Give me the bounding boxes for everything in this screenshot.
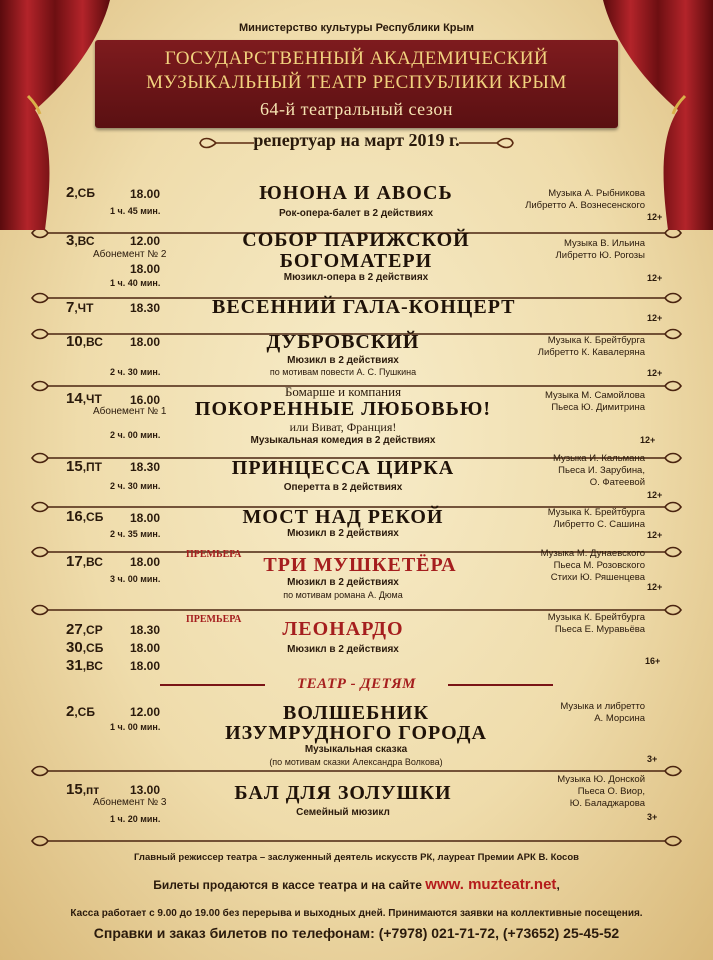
premiere-badge: ПРЕМЬЕРА — [186, 614, 242, 625]
event-date: 2,СБ — [66, 184, 95, 201]
age-rating: 12+ — [647, 368, 663, 378]
tickets-text: Билеты продаются в кассе театра и на сайте — [153, 878, 422, 892]
event-title[interactable]: ТРИ МУШКЕТЁРА — [263, 554, 457, 576]
event-subtitle: Рок-опера-балет в 2 действиях — [278, 208, 434, 219]
age-rating: 12+ — [647, 212, 663, 222]
event-subtitle: Мюзикл в 2 действиях — [287, 644, 399, 655]
age-rating: 12+ — [640, 435, 656, 445]
age-rating: 12+ — [647, 490, 663, 500]
age-rating: 12+ — [647, 582, 663, 592]
event-date: 17,ВС — [66, 553, 103, 570]
age-rating: 12+ — [647, 530, 663, 540]
right-curtain-image — [603, 0, 713, 230]
event-credits: Музыка А. Рыбникова Либретто А. Вознесенского — [525, 188, 645, 211]
event-time: 12.00 — [130, 705, 161, 719]
age-rating: 12+ — [647, 273, 663, 283]
event-title-line2[interactable]: БОГОМАТЕРИ — [279, 250, 433, 272]
theatre-title-line1: ГОСУДАРСТВЕННЫЙ АКАДЕМИЧЕСКИЙ — [164, 48, 549, 69]
event-duration: 2 ч. 30 мин. — [110, 481, 161, 491]
event-date: 15,ПТ — [66, 458, 102, 475]
event-subtitle-source: по мотивам романа А. Дюма — [283, 590, 403, 600]
event-title[interactable]: МОСТ НАД РЕКОЙ — [242, 506, 444, 528]
event-duration: 1 ч. 45 мин. — [110, 206, 161, 216]
event-time: 18.00 — [130, 641, 161, 655]
event-subtitle: Мюзикл в 2 действиях — [287, 528, 399, 539]
season-label: 64-й театральный сезон — [259, 99, 454, 119]
event-subtitle-source: по мотивам повести А. С. Пушкина — [269, 367, 417, 377]
cashbox-hours: Касса работает с 9.00 до 19.00 без перерыва и выходных дней. Принимаются заявки на коллективные посещения. — [70, 908, 643, 919]
event-duration: 2 ч. 35 мин. — [110, 529, 161, 539]
event-subtitle: Мюзикл в 2 действиях — [287, 577, 399, 588]
event-date: 14,ЧТ — [66, 390, 102, 407]
website-link[interactable]: www. muztеatr.net — [425, 876, 557, 893]
event-time: 18.30 — [130, 301, 161, 315]
event-title[interactable]: ПОКОРЕННЫЕ ЛЮБОВЬЮ! — [194, 398, 492, 420]
event-credits: Музыка К. Брейтбурга Пьеса Е. Муравьёва — [547, 612, 645, 635]
event-time: 18.00 — [130, 187, 161, 201]
event-credits: Музыка К. Брейтбурга Либретто К. Кавалеряна — [537, 335, 645, 358]
theatre-title-line2: МУЗЫКАЛЬНЫЙ ТЕАТР РЕСПУБЛИКИ КРЫМ — [146, 72, 567, 93]
event-title-line2[interactable]: ИЗУМРУДНОГО ГОРОДА — [225, 722, 487, 744]
event-date: 31,ВС — [66, 657, 103, 674]
repertoire-title: репертуар на март 2019 г. — [253, 130, 460, 150]
director-note: Главный режиссер театра – заслуженный деятель искусств РК, лауреат Премии АРК В. Косов — [134, 852, 579, 863]
ministry-label: Министерство культуры Республики Крым — [238, 22, 475, 34]
event-date: 16,СБ — [66, 508, 104, 525]
event-subtitle: Музыкальная комедия в 2 действиях — [250, 435, 436, 446]
kids-section-title: ТЕАТР - ДЕТЯМ — [296, 676, 416, 692]
event-date: 10,ВС — [66, 333, 103, 350]
age-rating: 3+ — [647, 812, 658, 822]
event-date: 30,СБ — [66, 639, 104, 656]
event-time: 18.00 — [130, 555, 161, 569]
event-date: 2,СБ — [66, 703, 95, 720]
event-subtitle-source: (по мотивам сказки Александра Волкова) — [269, 757, 443, 767]
event-credits: Музыка и либретто А. Морсина — [560, 701, 645, 724]
event-time: 18.30 — [130, 460, 161, 474]
age-rating: 12+ — [647, 313, 663, 323]
age-rating: 16+ — [645, 656, 661, 666]
event-title[interactable]: ПРИНЦЕССА ЦИРКА — [231, 457, 455, 479]
event-date: 27,СР — [66, 621, 103, 638]
phone-numbers[interactable]: Справки и заказ билетов по телефонам: (+7978) 021-71-72, (+73652) 25-45-52 — [93, 925, 620, 941]
event-credits: Музыка Ю. Донской Пьеса О. Виор, Ю. Баладжарова — [557, 774, 645, 809]
event-credits: Музыка И. Кальмана Пьеса И. Зарубина, О. Фатеевой — [552, 453, 645, 488]
event-duration: 2 ч. 30 мин. — [110, 367, 161, 377]
event-time: 18.00 — [130, 335, 161, 349]
event-subscription: Абонемент № 2 — [93, 249, 167, 260]
kids-line-right — [448, 684, 553, 686]
age-rating: 3+ — [647, 754, 658, 764]
divider-ornament — [30, 834, 683, 848]
tickets-note — [0, 876, 713, 893]
event-title[interactable]: ДУБРОВСКИЙ — [266, 331, 420, 353]
event-subtitle: Мюзикл-опера в 2 действиях — [283, 272, 429, 283]
event-title[interactable]: ЛЕОНАРДО — [282, 618, 404, 640]
event-time: 12.00 — [130, 234, 161, 248]
theatre-banner — [95, 40, 618, 128]
repertoire-heading — [200, 128, 513, 158]
event-time: 16.00 — [130, 393, 161, 407]
event-time: 18.00 — [130, 262, 161, 276]
event-duration: 1 ч. 20 мин. — [110, 814, 161, 824]
event-subtitle: Музыкальная сказка — [304, 744, 408, 755]
event-title[interactable]: ЮНОНА И АВОСЬ — [259, 182, 453, 204]
tickets-suffix: , — [556, 878, 560, 892]
event-title-line1[interactable]: СОБОР ПАРИЖСКОЙ — [242, 229, 470, 251]
event-date: 15,пт — [66, 781, 100, 798]
left-curtain-image — [0, 0, 110, 230]
event-title-line1[interactable]: ВОЛШЕБНИК — [283, 702, 429, 724]
event-subtitle: Оперетта в 2 действиях — [283, 482, 403, 493]
event-subtitle: Мюзикл в 2 действиях — [287, 355, 399, 366]
premiere-badge: ПРЕМЬЕРА — [186, 549, 242, 560]
event-duration: 3 ч. 00 мин. — [110, 574, 161, 584]
event-pre-title: Бомарше и компания — [284, 384, 402, 399]
event-time: 18.00 — [130, 659, 161, 673]
kids-section-heading — [0, 674, 713, 696]
event-time: 18.30 — [130, 623, 161, 637]
event-time: 13.00 — [130, 783, 161, 797]
event-duration: 2 ч. 00 мин. — [110, 430, 161, 440]
event-credits: Музыка М. Самойлова Пьеса Ю. Димитрина — [545, 390, 645, 413]
ornament-right-icon — [457, 136, 517, 150]
event-credits: Музыка В. Ильина Либретто Ю. Рогозы — [555, 238, 645, 261]
event-credits: Музыка К. Брейтбурга Либретто С. Сашина — [547, 507, 645, 530]
event-subscription: Абонемент № 3 — [93, 797, 167, 808]
event-credits: Музыка М. Дунаевского Пьеса М. Розовского Стихи Ю. Ряшенцева — [540, 548, 645, 583]
event-subtitle: Семейный мюзикл — [296, 807, 390, 818]
event-title[interactable]: БАЛ ДЛЯ ЗОЛУШКИ — [234, 782, 452, 804]
event-title[interactable]: ВЕСЕННИЙ ГАЛА-КОНЦЕРТ — [212, 296, 516, 318]
event-time: 18.00 — [130, 511, 161, 525]
event-date: 3,ВС — [66, 232, 95, 249]
event-duration: 1 ч. 40 мин. — [110, 278, 161, 288]
event-duration: 1 ч. 00 мин. — [110, 722, 161, 732]
event-date: 7,ЧТ — [66, 299, 94, 316]
event-subscription: Абонемент № 1 — [93, 406, 167, 417]
event-post-title: или Виват, Франция! — [289, 420, 397, 434]
